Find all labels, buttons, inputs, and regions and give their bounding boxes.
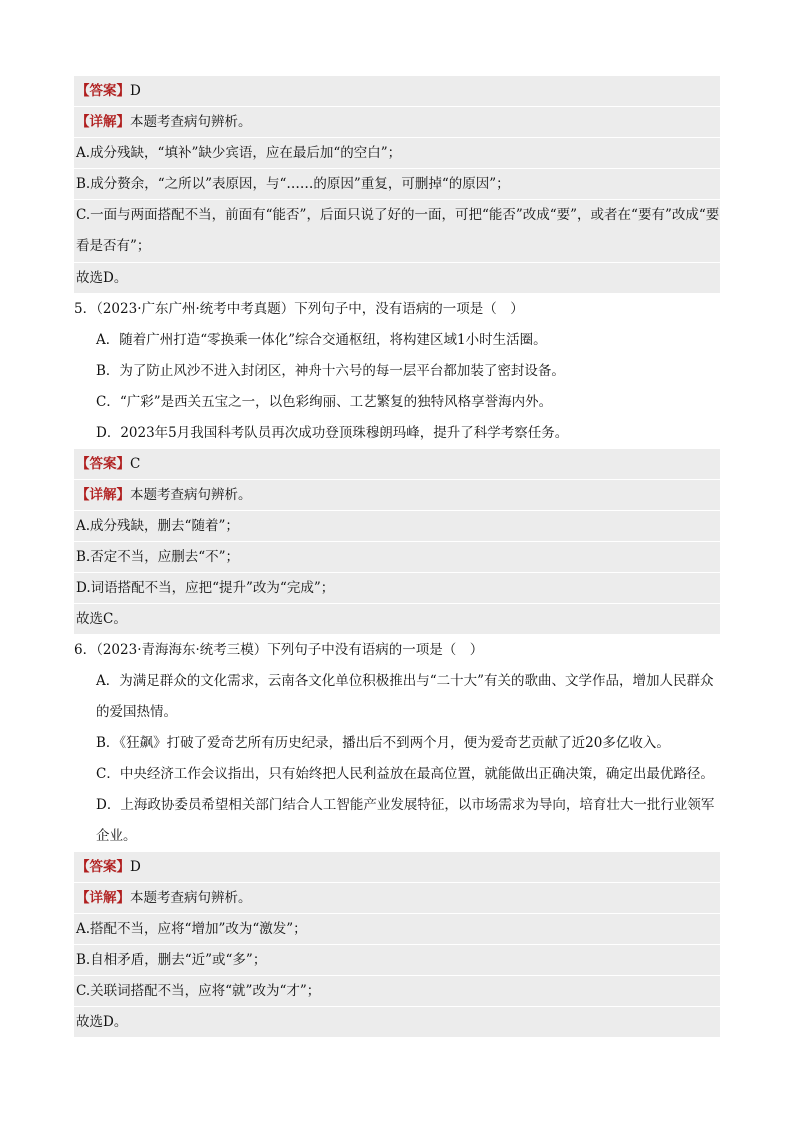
- explanation-line: C.一面与两面搭配不当，前面有“能否”，后面只说了好的一面，可把“能否”改成“要”，或者在“要有”改成“要看是否有”；: [74, 200, 720, 263]
- answer-label: 【答案】: [76, 456, 130, 472]
- conclusion-line: 故选C。: [74, 604, 720, 635]
- explanation-line: A.搭配不当，应将“增加”改为“激发”；: [74, 914, 720, 945]
- option-c: C．“广彩”是西关五宝之一，以色彩绚丽、工艺繁复的独特风格享誉海内外。: [96, 394, 553, 410]
- explanation-line: B.自相矛盾，删去“近”或“多”；: [74, 945, 720, 976]
- answer-value: D: [130, 83, 141, 99]
- question-5: 5．（2023·广东广州·统考中考真题）下列句子中，没有语病的一项是（ ）: [74, 301, 524, 317]
- explanation-line: A.成分残缺，“填补”缺少宾语，应在最后加“的空白”；: [74, 138, 720, 169]
- explanation-line: B.否定不当，应删去“不”；: [74, 542, 720, 573]
- conclusion-line: 故选D。: [74, 263, 720, 294]
- detail-label: 【详解】: [76, 114, 130, 130]
- option-b: B．为了防止风沙不进入封闭区，神舟十六号的每一层平台都加装了密封设备。: [96, 363, 565, 379]
- answer-line: [74, 449, 720, 480]
- detail-label: 【详解】: [76, 890, 130, 906]
- detail-text: 本题考查病句辨析。: [130, 890, 252, 906]
- conclusion-line: 故选D。: [74, 1007, 720, 1038]
- option-c: C．中央经济工作会议指出，只有始终把人民利益放在最高位置，就能做出正确决策，确定出最优路径。: [96, 766, 714, 782]
- option-b: B．《狂飙》打破了爱奇艺所有历史纪录，播出后不到两个月，便为爱奇艺贡献了近20多亿收入。: [96, 735, 670, 751]
- answer-label: 【答案】: [76, 859, 130, 875]
- explanation-line: C.关联词搭配不当，应将“就”改为“才”；: [74, 976, 720, 1007]
- answer-value: D: [130, 859, 141, 875]
- answer-block-6: [74, 852, 720, 1038]
- detail-line: [74, 480, 720, 511]
- answer-block-1: [74, 76, 720, 294]
- detail-line: [74, 883, 720, 914]
- option-d: D．2023年5月我国科考队员再次成功登顶珠穆朗玛峰，提升了科学考察任务。: [96, 425, 569, 441]
- explanation-line: D.词语搭配不当，应把“提升”改为“完成”；: [74, 573, 720, 604]
- answer-line: [74, 76, 720, 107]
- answer-value: C: [130, 456, 141, 472]
- option-a: A．随着广州打造“零换乘一体化”综合交通枢纽，将构建区域1小时生活圈。: [96, 332, 547, 348]
- answer-line: [74, 852, 720, 883]
- detail-text: 本题考查病句辨析。: [130, 114, 252, 130]
- detail-line: [74, 107, 720, 138]
- answer-label: 【答案】: [76, 83, 130, 99]
- question-6: 6．（2023·青海海东·统考三模）下列句子中没有语病的一项是（ ）: [74, 642, 484, 658]
- explanation-line: A.成分残缺，删去“随着”；: [74, 511, 720, 542]
- detail-label: 【详解】: [76, 487, 130, 503]
- detail-text: 本题考查病句辨析。: [130, 487, 252, 503]
- option-d: D．上海政协委员希望相关部门结合人工智能产业发展特征，以市场需求为导向，培育壮大一批行业领军企业。: [96, 797, 715, 844]
- document-page: [74, 76, 720, 1038]
- explanation-line: B.成分赘余，“之所以”表原因，与“……的原因”重复，可删掉“的原因”；: [74, 169, 720, 200]
- answer-block-5: [74, 449, 720, 635]
- option-a: A．为满足群众的文化需求，云南各文化单位积极推出与“二十大”有关的歌曲、文学作品，增加人民群众的爱国热情。: [96, 673, 714, 720]
